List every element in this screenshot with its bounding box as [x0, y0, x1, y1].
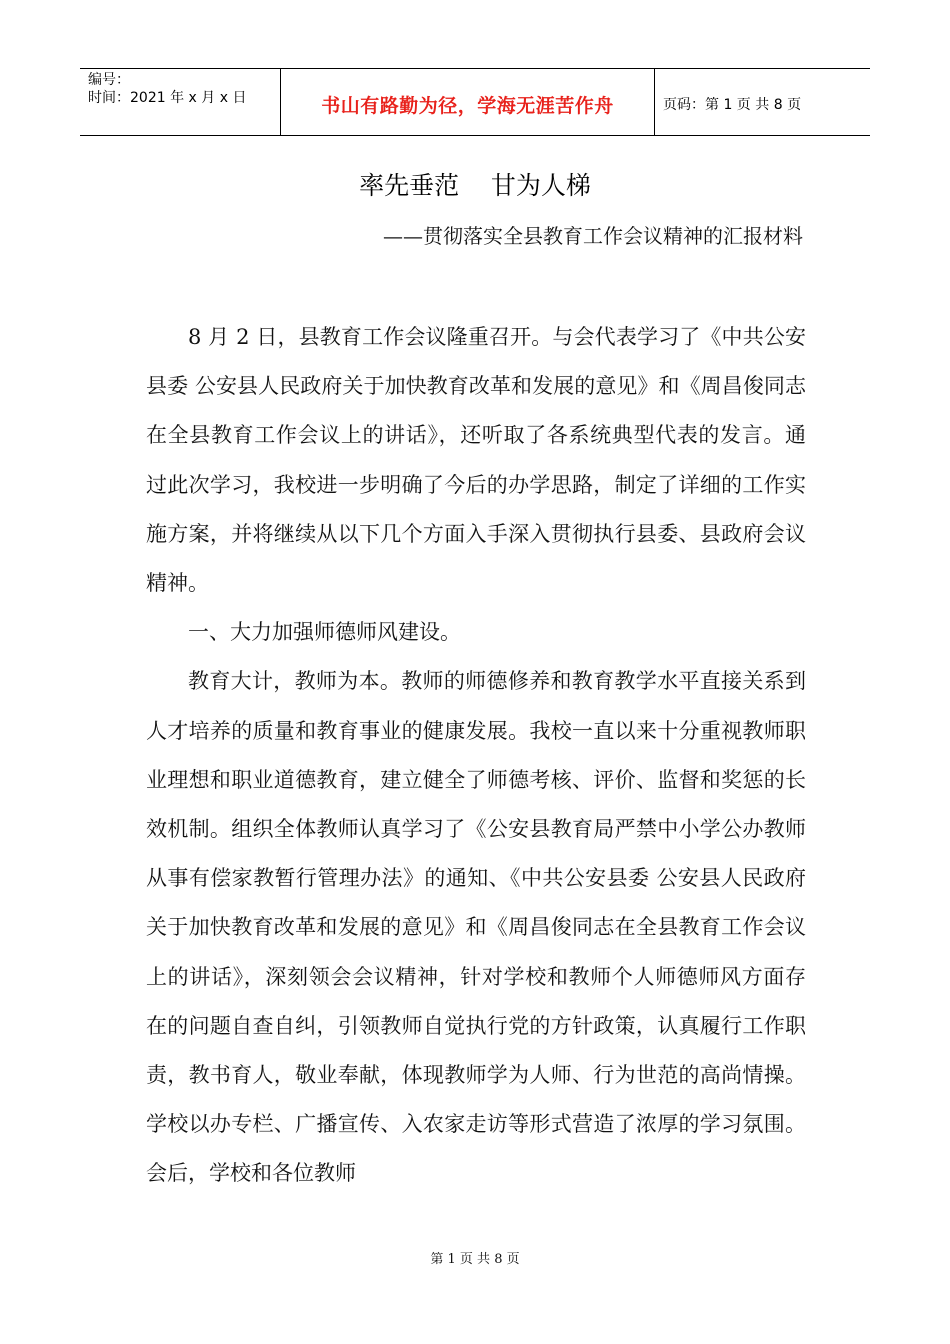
paragraph: 8 月 2 日，县教育工作会议隆重召开。与会代表学习了《中共公安县委 公安县人民政府关于加快教育改革和发展的意见》和《周昌俊同志在全县教育工作会议上的讲话》，还听取了各系统典型代表的发言。通过此次学习，我校进一步明确了今后的办学思路，制定了详细的工作实施方案，并将继续从以下几个方面入手深入贯彻执行县委、县政府会议精神。: [146, 325, 806, 596]
document-subtitle: ——贯彻落实全县教育工作会议精神的汇报材料: [383, 224, 803, 248]
header-table: [80, 68, 870, 136]
code-label: 编号：: [88, 72, 130, 88]
page-footer: 第 1 页 共 8 页: [430, 1252, 520, 1267]
document-title: 率先垂范 甘为人梯: [359, 171, 591, 200]
paragraph: 教育大计，教师为本。教师的师德修养和教育教学水平直接关系到人才培养的质量和教育事业的健康发展。我校一直以来十分重视教师职业理想和职业道德教育，建立健全了师德考核、评价、监督和奖惩的长效机制。组织全体教师认真学习了《公安县教育局严禁中小学公办教师从事有偿家教暂行管理办法》的通知、《中共公安县委 公安县人民政府关于加快教育改革和发展的意见》和《周昌俊同志在全县教育工作会议上的讲话》，深刻领会会议精神，针对学校和教师个人师德师风方面存在的问题自查自纠，引领教师自觉执行党的方针政策，认真履行工作职责，教书育人，敬业奉献，体现教师学为人师、行为世范的高尚情操。学校以办专栏、广播宣传、入农家走访等形式营造了浓厚的学习氛围。会后，学校和各位教师: [146, 669, 806, 1186]
section-heading: 一、大力加强师德师风建设。: [188, 620, 461, 645]
time-label: 时间：2021 年 x 月 x 日: [88, 90, 247, 106]
header-motto: 书山有路勤为径，学海无涯苦作舟: [281, 69, 655, 135]
header-page-info: 页码：第 1 页 共 8 页: [663, 97, 802, 113]
document-body: [146, 313, 806, 1199]
header-meta-cell: [80, 69, 281, 135]
